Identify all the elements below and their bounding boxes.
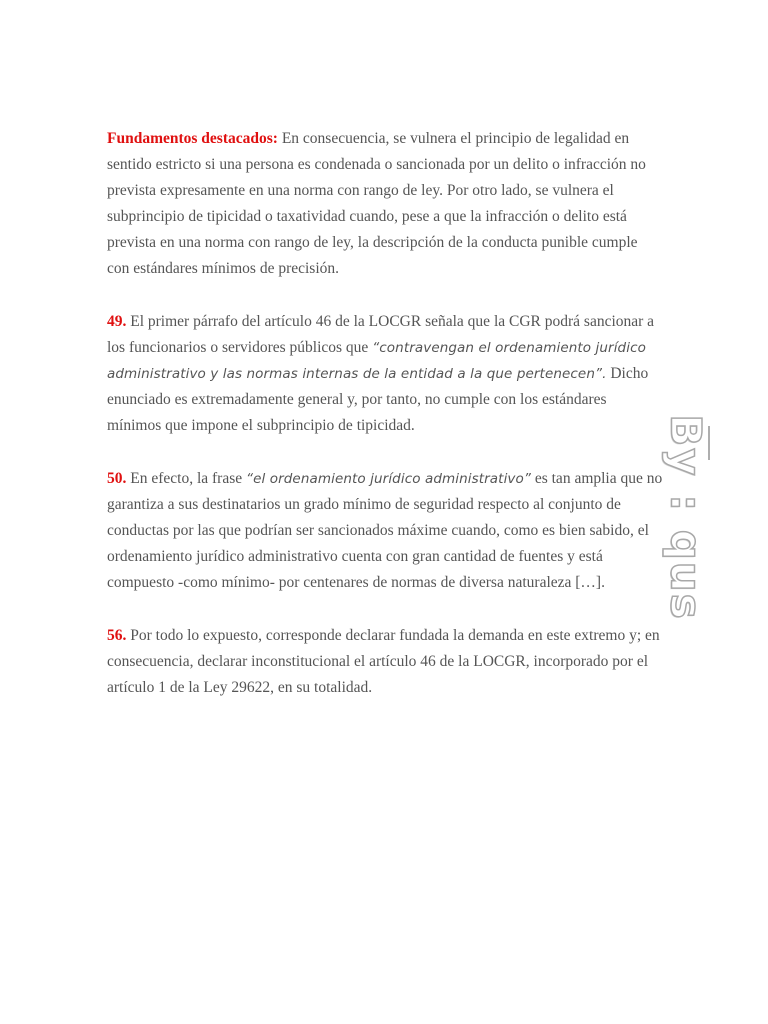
paragraph-number-49: 49. [107,313,127,330]
paragraph-quote-50: “el ordenamiento jurídico administrativo” [246,471,531,487]
paragraph-text-49-before: El primer párrafo del artículo 46 de la LOCGR señala que la CGR podrá sancionar a los funcionarios o servidores públicos que [107,313,655,356]
paragraph-fundamentos [107,126,663,282]
paragraph-text-50-before: En efecto, la frase [126,470,247,487]
paragraph-text-49-after: Dicho enunciado es extremadamente general y, por tanto, no cumple con los estándares mínimos que impone el subprincipio de tipicidad. [107,365,649,434]
paragraph-text-56: Por todo lo expuesto, corresponde declarar fundada la demanda en este extremo y; en consecuencia, declarar inconstitucional el artículo 46 de la LOCGR, incorporado por el artículo 1 de la Ley 29622, en su totalidad. [107,627,660,696]
document-body [107,126,663,728]
paragraph-text-50-after: es tan amplia que no garantiza a sus destinatarios un grado mínimo de seguridad respecto al conjunto de conductas por las que podrían ser sancionados máxime cuando, como es bien sabido, el ordenamiento jurídico administrativo cuenta con gran cantidad de fuentes y está compuesto -como mínimo- por centenares de normas de diversa naturaleza […]. [107,470,663,591]
paragraph-50 [107,466,663,596]
paragraph-lead-fundamentos: Fundamentos destacados: [107,130,278,147]
paragraph-49 [107,309,663,439]
paragraph-text-fundamentos: En consecuencia, se vulnera el principio de legalidad en sentido estricto si una persona es condenada o sancionada por un delito o infracción no prevista expresamente en una norma con rango de ley. Por otro lado, se vulnera el subprincipio de tipicidad o taxatividad cuando, pese a que la infracción o delito está prevista en una norma con rango de ley, la descripción de la conducta punible cumple con estándares mínimos de precisión. [107,130,646,277]
watermark-text: By : qus [661,413,711,621]
paragraph-number-56: 56. [107,627,127,644]
paragraph-number-50: 50. [107,470,127,487]
paragraph-56 [107,623,663,701]
paragraph-quote-49: “contravengan el ordenamiento jurídico administrativo y las normas internas de la entidad a la que pertenecen”. [107,340,646,382]
watermark [660,413,712,621]
